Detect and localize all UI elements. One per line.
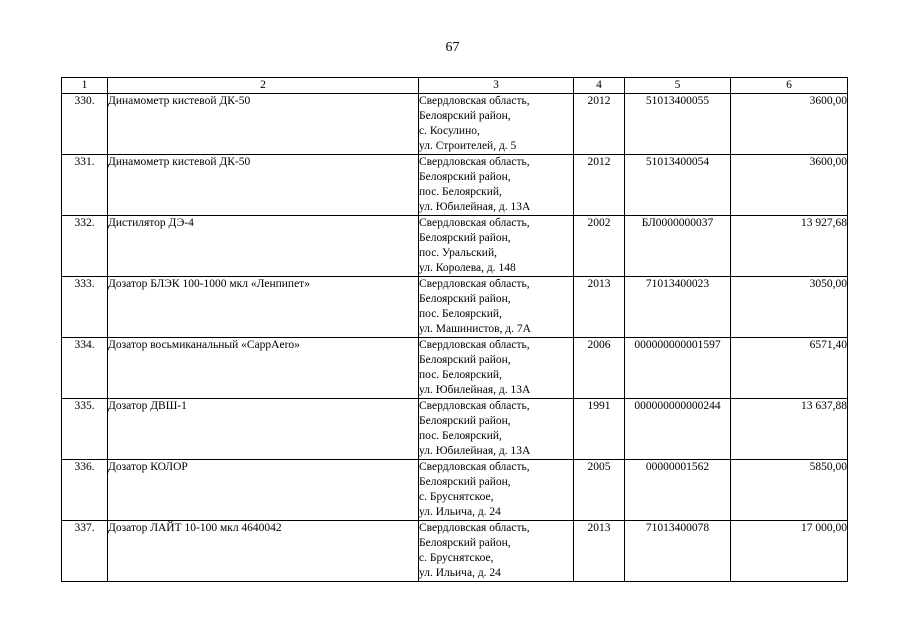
address-line: с. Косулино, [419,125,480,137]
inventory-number: 71013400023 [625,277,731,338]
address-line: ул. Королева, д. 148 [419,262,516,274]
item-year: 2012 [574,94,625,155]
address-line: Свердловская область, [419,156,530,168]
address-line: Свердловская область, [419,95,530,107]
address-line: Белоярский район, [419,415,511,427]
header-col-5: 5 [625,78,731,94]
row-number: 332. [62,216,108,277]
table-row [62,216,848,277]
address-line: Белоярский район, [419,537,511,549]
item-name: Дозатор КОЛОР [108,460,419,521]
item-year: 2005 [574,460,625,521]
item-address [419,338,574,399]
item-name: Дозатор БЛЭК 100-1000 мкл «Ленпипет» [108,277,419,338]
item-address [419,277,574,338]
address-line: Белоярский район, [419,354,511,366]
item-year: 2013 [574,277,625,338]
table-row [62,399,848,460]
address-line: ул. Юбилейная, д. 13А [419,384,531,396]
item-year: 2002 [574,216,625,277]
address-line: ул. Ильича, д. 24 [419,567,501,579]
inventory-number: 51013400054 [625,155,731,216]
inventory-number: 71013400078 [625,521,731,582]
item-name: Дозатор ЛАЙТ 10-100 мкл 4640042 [108,521,419,582]
item-address [419,460,574,521]
header-col-1: 1 [62,78,108,94]
address-line: пос. Белоярский, [419,308,502,320]
row-number: 337. [62,521,108,582]
address-line: ул. Машинистов, д. 7А [419,323,531,335]
item-address [419,94,574,155]
page-number: 67 [445,40,460,55]
address-line: пос. Белоярский, [419,186,502,198]
item-address [419,155,574,216]
address-line: Белоярский район, [419,232,511,244]
inventory-number: 00000001562 [625,460,731,521]
table-row [62,277,848,338]
inventory-number: 51013400055 [625,94,731,155]
inventory-number: 000000000001597 [625,338,731,399]
address-line: ул. Юбилейная, д. 13А [419,201,531,213]
header-col-3: 3 [419,78,574,94]
item-cost: 13 637,88 [731,399,848,460]
property-table [61,77,848,582]
item-year: 1991 [574,399,625,460]
address-line: Свердловская область, [419,339,530,351]
inventory-number: 000000000000244 [625,399,731,460]
inventory-number: БЛ0000000037 [625,216,731,277]
address-line: с. Бруснятское, [419,552,494,564]
address-line: ул. Строителей, д. 5 [419,140,517,152]
item-name: Динамометр кистевой ДК-50 [108,155,419,216]
item-address [419,399,574,460]
row-number: 331. [62,155,108,216]
item-name: Динамометр кистевой ДК-50 [108,94,419,155]
item-address [419,216,574,277]
item-year: 2012 [574,155,625,216]
address-line: Свердловская область, [419,400,530,412]
address-line: Свердловская область, [419,461,530,473]
row-number: 335. [62,399,108,460]
item-year: 2013 [574,521,625,582]
address-line: Белоярский район, [419,171,511,183]
address-line: ул. Ильича, д. 24 [419,506,501,518]
header-col-2: 2 [108,78,419,94]
item-address [419,521,574,582]
table-row [62,338,848,399]
item-name: Дозатор восьмиканальный «CappAero» [108,338,419,399]
address-line: ул. Юбилейная, д. 13А [419,445,531,457]
address-line: Белоярский район, [419,293,511,305]
item-cost: 6571,40 [731,338,848,399]
address-line: с. Бруснятское, [419,491,494,503]
item-name: Дозатор ДВШ-1 [108,399,419,460]
row-number: 334. [62,338,108,399]
table-row [62,521,848,582]
address-line: пос. Белоярский, [419,430,502,442]
item-cost: 3600,00 [731,155,848,216]
item-cost: 3050,00 [731,277,848,338]
item-cost: 5850,00 [731,460,848,521]
address-line: Белоярский район, [419,476,511,488]
address-line: Свердловская область, [419,522,530,534]
header-col-6: 6 [731,78,848,94]
item-cost: 3600,00 [731,94,848,155]
address-line: пос. Уральский, [419,247,497,259]
row-number: 336. [62,460,108,521]
header-col-4: 4 [574,78,625,94]
item-cost: 13 927,68 [731,216,848,277]
address-line: Белоярский район, [419,110,511,122]
table-header-row [62,78,848,94]
address-line: пос. Белоярский, [419,369,502,381]
item-cost: 17 000,00 [731,521,848,582]
item-year: 2006 [574,338,625,399]
address-line: Свердловская область, [419,278,530,290]
table-row [62,155,848,216]
row-number: 333. [62,277,108,338]
table-row [62,460,848,521]
address-line: Свердловская область, [419,217,530,229]
table-row [62,94,848,155]
item-name: Дистилятор ДЭ-4 [108,216,419,277]
row-number: 330. [62,94,108,155]
